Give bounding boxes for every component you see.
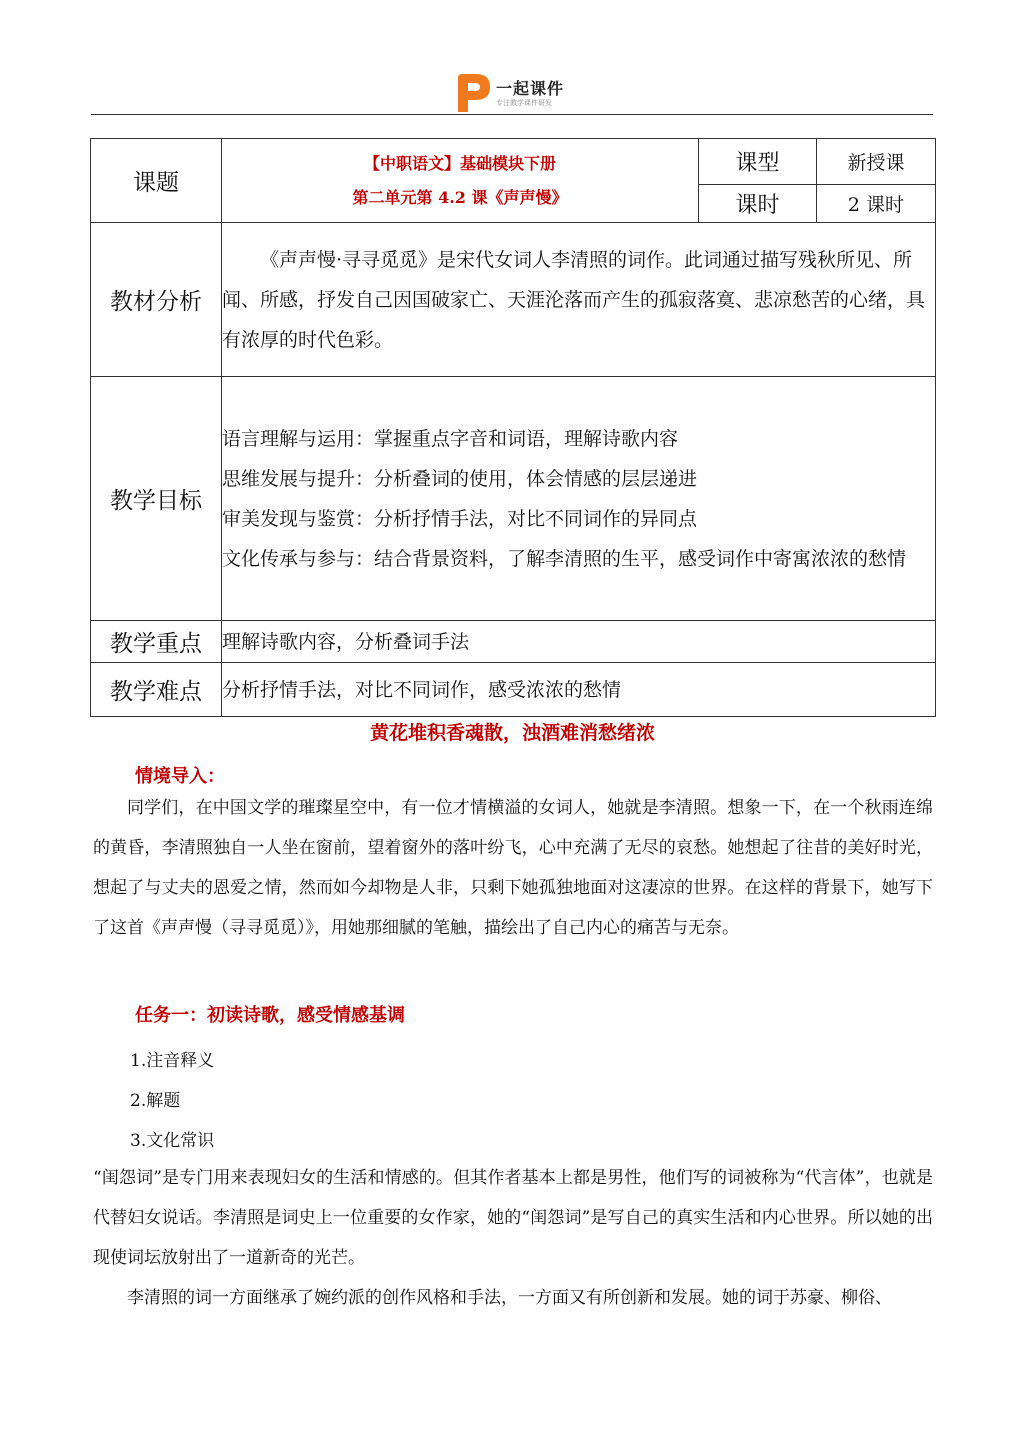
topic-line-1: 【中职语文】基础模块下册 [363,153,556,173]
analysis-label: 教材分析 [91,223,222,377]
culture-paragraph: “闺怨词”是专门用来表现妇女的生活和情感的。但其作者基本上都是男性，他们写的词被称为“代言体”，也就是代替妇女说话。李清照是词史上一位重要的女作家，她的“闺怨词”是写自己的真实生活和内心世界。所以她的出现使词坛放射出了一道新奇的光芒。 [93,1168,933,1268]
type-value: 新授课 [817,139,936,185]
goal-item: 审美发现与鉴赏：分析抒情手法，对比不同词作的异同点 [222,507,698,530]
header-divider [91,114,933,115]
closing-paragraph: 李清照的词一方面继承了婉约派的创作风格和手法，一方面又有所创新和发展。她的词于苏豪、柳俗、 [127,1288,892,1308]
goal-item: 语言理解与运用：掌握重点字音和词语，理解诗歌内容 [222,427,679,450]
key-label: 教学重点 [91,621,222,663]
key-text: 理解诗歌内容，分析叠词手法 [222,621,936,663]
topic-title [222,139,699,223]
hours-label: 课时 [699,185,817,223]
intro-heading: 情境导入： [135,766,225,787]
topic-label: 课题 [91,139,222,223]
brand-tagline: 专注教学课件研发 [496,99,552,107]
list-item: 3.文化常识 [130,1131,215,1151]
task1-heading: 任务一：初读诗歌，感受情感基调 [135,1005,405,1026]
type-label: 课型 [699,139,817,185]
analysis-text: 《声声慢·寻寻觅觅》是宋代女词人李清照的词作。此词通过描写残秋所见、所闻、所感，抒发自己因国破家亡、天涯沦落而产生的孤寂落寞、悲凉愁苦的心绪，具有浓厚的时代色彩。 [222,223,936,377]
goal-item: 思维发展与提升：分析叠词的使用，体会情感的层层递进 [222,467,698,490]
goals-label: 教学目标 [91,377,222,621]
difficulty-label: 教学难点 [91,663,222,717]
difficulty-text: 分析抒情手法，对比不同词作，感受浓浓的愁情 [222,663,936,717]
list-item: 1.注音释义 [130,1051,215,1071]
topic-line-2: 第二单元第 4.2 课《声声慢》 [352,187,568,207]
brand-name: 一起课件 [496,79,565,98]
goals-list [222,377,936,621]
list-item: 2.解题 [130,1091,181,1111]
goal-item: 文化传承与参与：结合背景资料，了解李清照的生平，感受词作中寄寓浓浓的愁情 [222,547,907,570]
main-heading: 黄花堆积香魂散，浊酒难消愁绪浓 [369,722,655,744]
brand-logo [454,72,604,114]
lesson-plan-table [90,138,936,717]
intro-paragraph: 同学们，在中国文学的璀璨星空中，有一位才情横溢的女词人，她就是李清照。想象一下，在一个秋雨连绵的黄昏，李清照独自一人坐在窗前，望着窗外的落叶纷飞，心中充满了无尽的哀愁。她想起了往昔的美好时光，想起了与丈夫的恩爱之情，然而如今却物是人非，只剩下她孤独地面对这凄凉的世界。在这样的背景下，她写下了这首《声声慢（寻寻觅觅）》，用她那细腻的笔触，描绘出了自己内心的痛苦与无奈。 [93,798,933,938]
hours-value: 2 课时 [817,185,936,223]
logo-p-icon [454,72,494,114]
